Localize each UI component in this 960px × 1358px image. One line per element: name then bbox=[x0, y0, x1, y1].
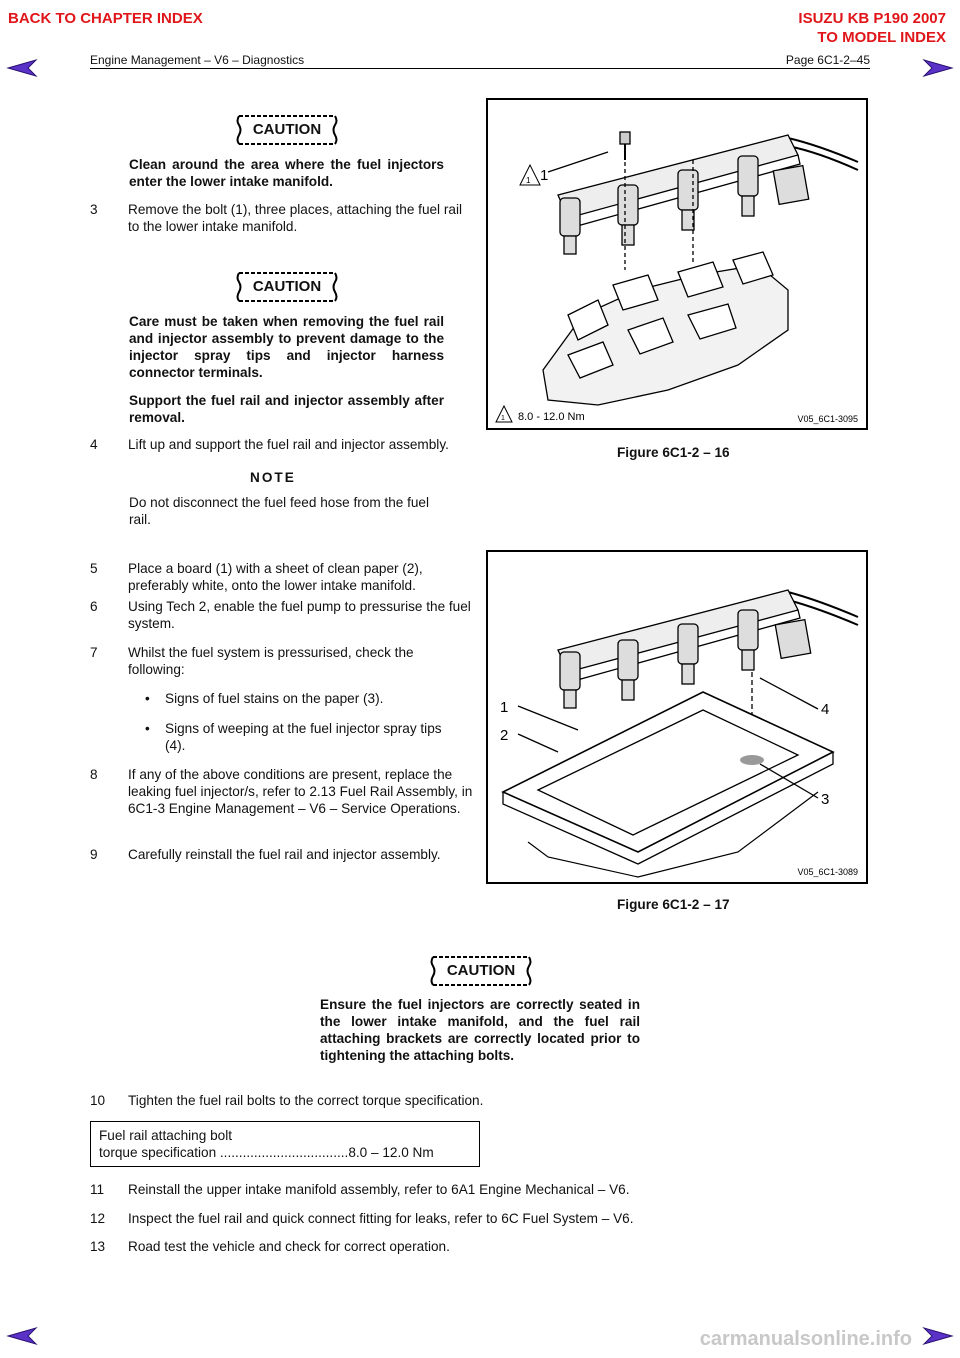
figure-17-caption: Figure 6C1-2 – 17 bbox=[617, 897, 730, 912]
figure-17-leak-check bbox=[486, 550, 868, 884]
bullet-marker: • bbox=[145, 691, 150, 706]
torque-marker: 1 bbox=[501, 415, 505, 422]
label-board: 1 bbox=[500, 699, 509, 716]
step-number: 6 bbox=[90, 599, 98, 614]
step-number: 5 bbox=[90, 561, 98, 576]
caution-badge bbox=[429, 954, 533, 988]
callout-label: 1 bbox=[540, 167, 549, 184]
spec-line-2: torque specification ..................................8.0 – 12.0 Nm bbox=[99, 1145, 434, 1160]
header-rule bbox=[90, 68, 870, 69]
caution-label: CAUTION bbox=[252, 278, 322, 295]
step-number: 11 bbox=[90, 1182, 105, 1197]
prev-page-arrow-icon[interactable] bbox=[6, 58, 38, 78]
caution-badge bbox=[235, 270, 339, 304]
step-text: Remove the bolt (1), three places, attaching the fuel rail to the lower intake manifold. bbox=[128, 202, 462, 234]
step-text: Reinstall the upper intake manifold assembly, refer to 6A1 Engine Mechanical – V6. bbox=[128, 1182, 630, 1197]
next-page-arrow-icon[interactable] bbox=[922, 1326, 954, 1346]
caution-text-care: Care must be taken when removing the fuel rail and injector assembly to prevent damage to the injector spray tips and injector harness connector terminals. bbox=[129, 314, 444, 380]
torque-spec-label: 8.0 - 12.0 Nm bbox=[518, 411, 585, 423]
caution-label: CAUTION bbox=[252, 121, 322, 138]
bullet-weeping: Signs of weeping at the fuel injector spray tips (4). bbox=[165, 721, 442, 753]
step-text: Place a board (1) with a sheet of clean paper (2), preferably white, onto the lower intake manifold. bbox=[128, 561, 423, 593]
step-text: Whilst the fuel system is pressurised, check the following: bbox=[128, 645, 414, 677]
spec-line-1: Fuel rail attaching bolt bbox=[99, 1128, 232, 1143]
watermark: carmanualsonline.info bbox=[699, 1328, 912, 1350]
step-number: 4 bbox=[90, 437, 98, 452]
step-number: 12 bbox=[90, 1211, 106, 1226]
figure-16-caption: Figure 6C1-2 – 16 bbox=[617, 445, 730, 460]
step-text: Tighten the fuel rail bolts to the correct torque specification. bbox=[128, 1093, 484, 1108]
step-number: 8 bbox=[90, 767, 98, 782]
model-title-link[interactable]: ISUZU KB P190 2007 bbox=[798, 10, 946, 27]
caution-text-support: Support the fuel rail and injector assembly after removal. bbox=[129, 393, 444, 425]
step-number: 9 bbox=[90, 847, 98, 862]
to-model-index-link[interactable]: TO MODEL INDEX bbox=[817, 29, 946, 46]
step-number: 3 bbox=[90, 202, 98, 217]
label-paper: 2 bbox=[500, 727, 509, 744]
callout-marker: 1 bbox=[526, 176, 531, 185]
section-title: Engine Management – V6 – Diagnostics bbox=[90, 53, 305, 67]
board-paper-check-illustration bbox=[488, 552, 866, 882]
figure-16-fuel-rail-removal bbox=[486, 98, 868, 430]
step-number: 7 bbox=[90, 645, 98, 660]
step-text: If any of the above conditions are present, replace the leaking fuel injector/s, refer to 2.13 Fuel Rail Assembly, in 6C1-3 Engine Management – V6 – Service Operations. bbox=[128, 767, 473, 816]
caution-label: CAUTION bbox=[446, 962, 516, 979]
caution-text-seating: Ensure the fuel injectors are correctly seated in the lower intake manifold, and the fuel rail attaching brackets are correctly located prior to tightening the attaching bolts. bbox=[320, 997, 640, 1063]
step-text: Carefully reinstall the fuel rail and injector assembly. bbox=[128, 847, 441, 862]
figure-code: V05_6C1-3095 bbox=[797, 414, 858, 424]
step-text: Lift up and support the fuel rail and injector assembly. bbox=[128, 437, 449, 452]
figure-code: V05_6C1-3089 bbox=[797, 867, 858, 877]
bullet-fuel-stains: Signs of fuel stains on the paper (3). bbox=[165, 691, 384, 706]
back-to-chapter-index-link[interactable]: BACK TO CHAPTER INDEX bbox=[8, 10, 203, 27]
bullet-marker: • bbox=[145, 721, 150, 736]
step-number: 10 bbox=[90, 1093, 106, 1108]
caution-badge bbox=[235, 113, 339, 147]
prev-page-arrow-icon[interactable] bbox=[6, 1326, 38, 1346]
fuel-rail-manifold-illustration bbox=[488, 100, 866, 428]
step-number: 13 bbox=[90, 1239, 106, 1254]
caution-text-clean: Clean around the area where the fuel injectors enter the lower intake manifold. bbox=[129, 157, 444, 189]
step-text: Using Tech 2, enable the fuel pump to pressurise the fuel system. bbox=[128, 599, 471, 631]
label-spray-tip: 4 bbox=[821, 701, 830, 718]
step-text: Road test the vehicle and check for correct operation. bbox=[128, 1239, 450, 1254]
next-page-arrow-icon[interactable] bbox=[922, 58, 954, 78]
label-stain: 3 bbox=[821, 791, 830, 808]
note-text: Do not disconnect the fuel feed hose from the fuel rail. bbox=[129, 495, 430, 527]
page-number: Page 6C1-2–45 bbox=[785, 53, 870, 67]
note-label: NOTE bbox=[250, 470, 296, 485]
step-text: Inspect the fuel rail and quick connect fitting for leaks, refer to 6C Fuel System – V6. bbox=[128, 1211, 634, 1226]
torque-spec-box bbox=[90, 1121, 480, 1167]
